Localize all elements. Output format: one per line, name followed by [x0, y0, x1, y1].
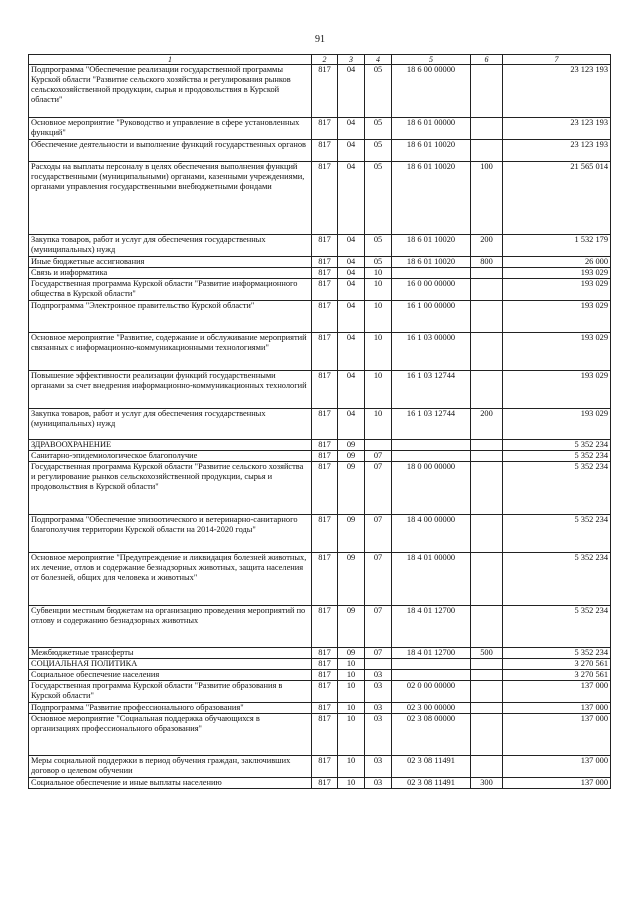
- row-name-cell: Обеспечение деятельности и выполнение функций государственных органов: [29, 140, 312, 162]
- row-value-cell: 193 029: [503, 333, 611, 371]
- row-value-cell: 03: [365, 714, 392, 756]
- table-row: [29, 440, 611, 451]
- row-value-cell: 10: [365, 279, 392, 301]
- row-value-cell: 04: [338, 118, 365, 140]
- table-row: [29, 670, 611, 681]
- row-value-cell: 137 000: [503, 703, 611, 714]
- row-name-cell: Расходы на выплаты персоналу в целях обеспечения выполнения функций государственными (муниципальными) органами, казенными учреждениями, органами управления государственными внебюджетными фондами: [29, 162, 312, 235]
- row-value-cell: 16 1 03 12744: [392, 409, 471, 440]
- table-row: [29, 606, 611, 648]
- row-value-cell: 817: [312, 440, 338, 451]
- row-name-cell: Закупка товаров, работ и услуг для обеспечения государственных (муниципальных) нужд: [29, 409, 312, 440]
- row-value-cell: 200: [471, 235, 503, 257]
- row-value-cell: [392, 268, 471, 279]
- row-value-cell: 04: [338, 333, 365, 371]
- row-name-cell: Основное мероприятие "Руководство и управление в сфере установленных функций": [29, 118, 312, 140]
- row-value-cell: 03: [365, 778, 392, 789]
- row-value-cell: 193 029: [503, 268, 611, 279]
- row-value-cell: 03: [365, 670, 392, 681]
- row-value-cell: [471, 515, 503, 553]
- row-value-cell: 18 4 01 00000: [392, 553, 471, 606]
- table-row: [29, 118, 611, 140]
- row-value-cell: 193 029: [503, 301, 611, 333]
- row-value-cell: 02 0 00 00000: [392, 681, 471, 703]
- row-value-cell: [392, 659, 471, 670]
- row-value-cell: 18 6 01 10020: [392, 162, 471, 235]
- row-value-cell: 09: [338, 648, 365, 659]
- column-header: 2: [312, 55, 338, 65]
- row-value-cell: 02 3 08 00000: [392, 714, 471, 756]
- row-value-cell: 05: [365, 162, 392, 235]
- row-value-cell: 02 3 08 11491: [392, 756, 471, 778]
- row-value-cell: [471, 440, 503, 451]
- table-row: [29, 279, 611, 301]
- table-row: [29, 257, 611, 268]
- row-value-cell: [471, 118, 503, 140]
- row-value-cell: 817: [312, 371, 338, 409]
- row-value-cell: 817: [312, 756, 338, 778]
- row-value-cell: [471, 681, 503, 703]
- row-name-cell: ЗДРАВООХРАНЕНИЕ: [29, 440, 312, 451]
- table-row: [29, 681, 611, 703]
- row-value-cell: 16 1 00 00000: [392, 301, 471, 333]
- row-value-cell: [471, 451, 503, 462]
- table-row: [29, 162, 611, 235]
- row-name-cell: Подпрограмма "Развитие профессионального образования": [29, 703, 312, 714]
- row-value-cell: 09: [338, 606, 365, 648]
- row-value-cell: 193 029: [503, 409, 611, 440]
- row-value-cell: [471, 670, 503, 681]
- row-name-cell: Социальное обеспечение населения: [29, 670, 312, 681]
- row-value-cell: 5 352 234: [503, 606, 611, 648]
- row-value-cell: 817: [312, 409, 338, 440]
- row-value-cell: 07: [365, 606, 392, 648]
- table-row: [29, 451, 611, 462]
- row-value-cell: 817: [312, 714, 338, 756]
- row-value-cell: 817: [312, 140, 338, 162]
- row-value-cell: 100: [471, 162, 503, 235]
- table-row: [29, 65, 611, 118]
- row-value-cell: 18 6 00 00000: [392, 65, 471, 118]
- row-value-cell: 817: [312, 268, 338, 279]
- row-value-cell: 800: [471, 257, 503, 268]
- row-value-cell: 03: [365, 756, 392, 778]
- row-value-cell: 07: [365, 648, 392, 659]
- row-value-cell: 05: [365, 235, 392, 257]
- table-row: [29, 235, 611, 257]
- row-value-cell: 16 0 00 00000: [392, 279, 471, 301]
- row-value-cell: 5 352 234: [503, 553, 611, 606]
- row-value-cell: 05: [365, 118, 392, 140]
- row-value-cell: 10: [338, 659, 365, 670]
- column-header: 7: [503, 55, 611, 65]
- row-value-cell: 5 352 234: [503, 440, 611, 451]
- row-value-cell: [471, 462, 503, 515]
- row-value-cell: 817: [312, 279, 338, 301]
- row-name-cell: Основное мероприятие "Социальная поддержка обучающихся в организациях профессионального образования": [29, 714, 312, 756]
- row-value-cell: 18 6 01 10020: [392, 140, 471, 162]
- row-value-cell: 05: [365, 140, 392, 162]
- row-value-cell: 3 270 561: [503, 670, 611, 681]
- row-value-cell: 07: [365, 462, 392, 515]
- row-value-cell: 10: [365, 333, 392, 371]
- row-value-cell: [471, 714, 503, 756]
- row-value-cell: [471, 553, 503, 606]
- row-value-cell: 817: [312, 553, 338, 606]
- table-row: [29, 703, 611, 714]
- row-value-cell: 817: [312, 778, 338, 789]
- row-value-cell: 04: [338, 257, 365, 268]
- row-value-cell: 817: [312, 333, 338, 371]
- row-name-cell: Государственная программа Курской области "Развитие информационного общества в Курской области": [29, 279, 312, 301]
- row-name-cell: Санитарно-эпидемиологическое благополучие: [29, 451, 312, 462]
- row-value-cell: [392, 670, 471, 681]
- row-name-cell: Субвенции местным бюджетам на организацию проведения мероприятий по отлову и содержанию безнадзорных животных: [29, 606, 312, 648]
- row-value-cell: 04: [338, 301, 365, 333]
- row-value-cell: 137 000: [503, 681, 611, 703]
- row-value-cell: [471, 140, 503, 162]
- row-value-cell: 5 352 234: [503, 515, 611, 553]
- row-value-cell: 10: [338, 703, 365, 714]
- row-value-cell: 137 000: [503, 714, 611, 756]
- row-value-cell: 193 029: [503, 279, 611, 301]
- row-name-cell: Иные бюджетные ассигнования: [29, 257, 312, 268]
- row-value-cell: 817: [312, 670, 338, 681]
- row-value-cell: 18 0 00 00000: [392, 462, 471, 515]
- row-name-cell: Повышение эффективности реализации функций государственными органами за счет внедрения информационно-коммуникационных технологий: [29, 371, 312, 409]
- table-row: [29, 409, 611, 440]
- row-value-cell: [365, 659, 392, 670]
- row-name-cell: Государственная программа Курской области "Развитие сельского хозяйства и регулирование рынков сельскохозяйственной продукции, сырья и продовольствия в Курской области": [29, 462, 312, 515]
- row-value-cell: [471, 333, 503, 371]
- row-name-cell: Подпрограмма "Обеспечение реализации государственной программы Курской области "Развитие сельского хозяйства и регулирования рынков сельскохозяйственной продукции, сырья и продовольствия в Курской области": [29, 65, 312, 118]
- row-value-cell: 137 000: [503, 778, 611, 789]
- row-value-cell: 10: [338, 778, 365, 789]
- row-value-cell: 03: [365, 703, 392, 714]
- row-value-cell: 23 123 193: [503, 65, 611, 118]
- row-value-cell: 5 352 234: [503, 462, 611, 515]
- row-value-cell: 18 4 01 12700: [392, 606, 471, 648]
- row-value-cell: 817: [312, 65, 338, 118]
- row-value-cell: 21 565 014: [503, 162, 611, 235]
- row-value-cell: 817: [312, 162, 338, 235]
- row-value-cell: 10: [338, 756, 365, 778]
- row-value-cell: 200: [471, 409, 503, 440]
- row-value-cell: 16 1 03 00000: [392, 333, 471, 371]
- row-value-cell: 817: [312, 515, 338, 553]
- row-value-cell: 817: [312, 648, 338, 659]
- row-value-cell: 817: [312, 703, 338, 714]
- row-value-cell: 04: [338, 235, 365, 257]
- page-number: 91: [315, 34, 325, 45]
- table-row: [29, 553, 611, 606]
- row-value-cell: 26 000: [503, 257, 611, 268]
- row-name-cell: Социальное обеспечение и иные выплаты населению: [29, 778, 312, 789]
- table-row: [29, 371, 611, 409]
- row-value-cell: 04: [338, 279, 365, 301]
- table-row: [29, 462, 611, 515]
- row-value-cell: 04: [338, 409, 365, 440]
- row-value-cell: 10: [365, 301, 392, 333]
- row-value-cell: 10: [365, 268, 392, 279]
- row-value-cell: 04: [338, 268, 365, 279]
- row-value-cell: 3 270 561: [503, 659, 611, 670]
- row-value-cell: 02 3 08 11491: [392, 778, 471, 789]
- budget-table: [28, 54, 611, 789]
- row-value-cell: 18 6 01 10020: [392, 235, 471, 257]
- row-value-cell: 300: [471, 778, 503, 789]
- table-row: [29, 778, 611, 789]
- row-value-cell: 10: [338, 670, 365, 681]
- row-value-cell: 10: [365, 371, 392, 409]
- row-value-cell: 817: [312, 606, 338, 648]
- row-value-cell: 23 123 193: [503, 118, 611, 140]
- row-value-cell: 817: [312, 451, 338, 462]
- row-name-cell: Основное мероприятие "Предупреждение и ликвидация болезней животных, их лечение, отлов и содержание безнадзорных животных, защита населения от болезней, общих для человека и животных": [29, 553, 312, 606]
- row-value-cell: 817: [312, 659, 338, 670]
- row-value-cell: 02 3 00 00000: [392, 703, 471, 714]
- row-value-cell: 05: [365, 65, 392, 118]
- row-value-cell: 137 000: [503, 756, 611, 778]
- row-value-cell: 817: [312, 301, 338, 333]
- row-name-cell: Меры социальной поддержки в период обучения граждан, заключивших договор о целевом обучении: [29, 756, 312, 778]
- row-value-cell: [471, 703, 503, 714]
- row-value-cell: 500: [471, 648, 503, 659]
- row-value-cell: 16 1 03 12744: [392, 371, 471, 409]
- row-value-cell: 04: [338, 140, 365, 162]
- row-value-cell: 09: [338, 440, 365, 451]
- row-name-cell: СОЦИАЛЬНАЯ ПОЛИТИКА: [29, 659, 312, 670]
- row-value-cell: 07: [365, 553, 392, 606]
- row-value-cell: 18 6 01 10020: [392, 257, 471, 268]
- row-value-cell: 07: [365, 515, 392, 553]
- row-value-cell: 817: [312, 681, 338, 703]
- row-value-cell: 817: [312, 235, 338, 257]
- row-name-cell: Подпрограмма "Электронное правительство Курской области": [29, 301, 312, 333]
- table-row: [29, 140, 611, 162]
- column-header: 6: [471, 55, 503, 65]
- row-value-cell: 04: [338, 65, 365, 118]
- table-row: [29, 515, 611, 553]
- row-value-cell: [471, 659, 503, 670]
- row-value-cell: [471, 65, 503, 118]
- table-row: [29, 648, 611, 659]
- table-row: [29, 333, 611, 371]
- row-value-cell: [471, 606, 503, 648]
- table-row: [29, 756, 611, 778]
- table-row: [29, 659, 611, 670]
- row-value-cell: 817: [312, 118, 338, 140]
- row-value-cell: 09: [338, 553, 365, 606]
- row-name-cell: Государственная программа Курской области "Развитие образования в Курской области": [29, 681, 312, 703]
- row-name-cell: Связь и информатика: [29, 268, 312, 279]
- row-name-cell: Межбюджетные трансферты: [29, 648, 312, 659]
- table-row: [29, 714, 611, 756]
- row-value-cell: 05: [365, 257, 392, 268]
- row-value-cell: 193 029: [503, 371, 611, 409]
- column-header: 3: [338, 55, 365, 65]
- row-value-cell: [471, 301, 503, 333]
- row-value-cell: [365, 440, 392, 451]
- row-value-cell: [392, 440, 471, 451]
- row-value-cell: 10: [365, 409, 392, 440]
- row-value-cell: [471, 756, 503, 778]
- row-value-cell: [392, 451, 471, 462]
- row-value-cell: 817: [312, 257, 338, 268]
- row-value-cell: 18 4 01 12700: [392, 648, 471, 659]
- row-value-cell: [471, 371, 503, 409]
- table-header-row: [29, 55, 611, 65]
- row-value-cell: 03: [365, 681, 392, 703]
- row-value-cell: 09: [338, 462, 365, 515]
- table-row: [29, 268, 611, 279]
- row-value-cell: [471, 268, 503, 279]
- row-value-cell: 09: [338, 515, 365, 553]
- row-value-cell: 5 352 234: [503, 648, 611, 659]
- row-value-cell: 10: [338, 714, 365, 756]
- row-value-cell: 10: [338, 681, 365, 703]
- row-value-cell: 5 352 234: [503, 451, 611, 462]
- row-value-cell: 07: [365, 451, 392, 462]
- row-value-cell: [471, 279, 503, 301]
- row-name-cell: Основное мероприятие "Развитие, содержание и обслуживание мероприятий связанных с информационно-коммуникационными технологиями": [29, 333, 312, 371]
- row-value-cell: 04: [338, 162, 365, 235]
- column-header: 4: [365, 55, 392, 65]
- row-value-cell: 09: [338, 451, 365, 462]
- column-header: 1: [29, 55, 312, 65]
- column-header: 5: [392, 55, 471, 65]
- row-name-cell: Подпрограмма "Обеспечение эпизоотического и ветеринарно-санитарного благополучия территории Курской области на 2014-2020 годы": [29, 515, 312, 553]
- row-name-cell: Закупка товаров, работ и услуг для обеспечения государственных (муниципальных) нужд: [29, 235, 312, 257]
- row-value-cell: 04: [338, 371, 365, 409]
- table-row: [29, 301, 611, 333]
- row-value-cell: 18 4 00 00000: [392, 515, 471, 553]
- row-value-cell: 23 123 193: [503, 140, 611, 162]
- row-value-cell: 817: [312, 462, 338, 515]
- row-value-cell: 18 6 01 00000: [392, 118, 471, 140]
- row-value-cell: 1 532 179: [503, 235, 611, 257]
